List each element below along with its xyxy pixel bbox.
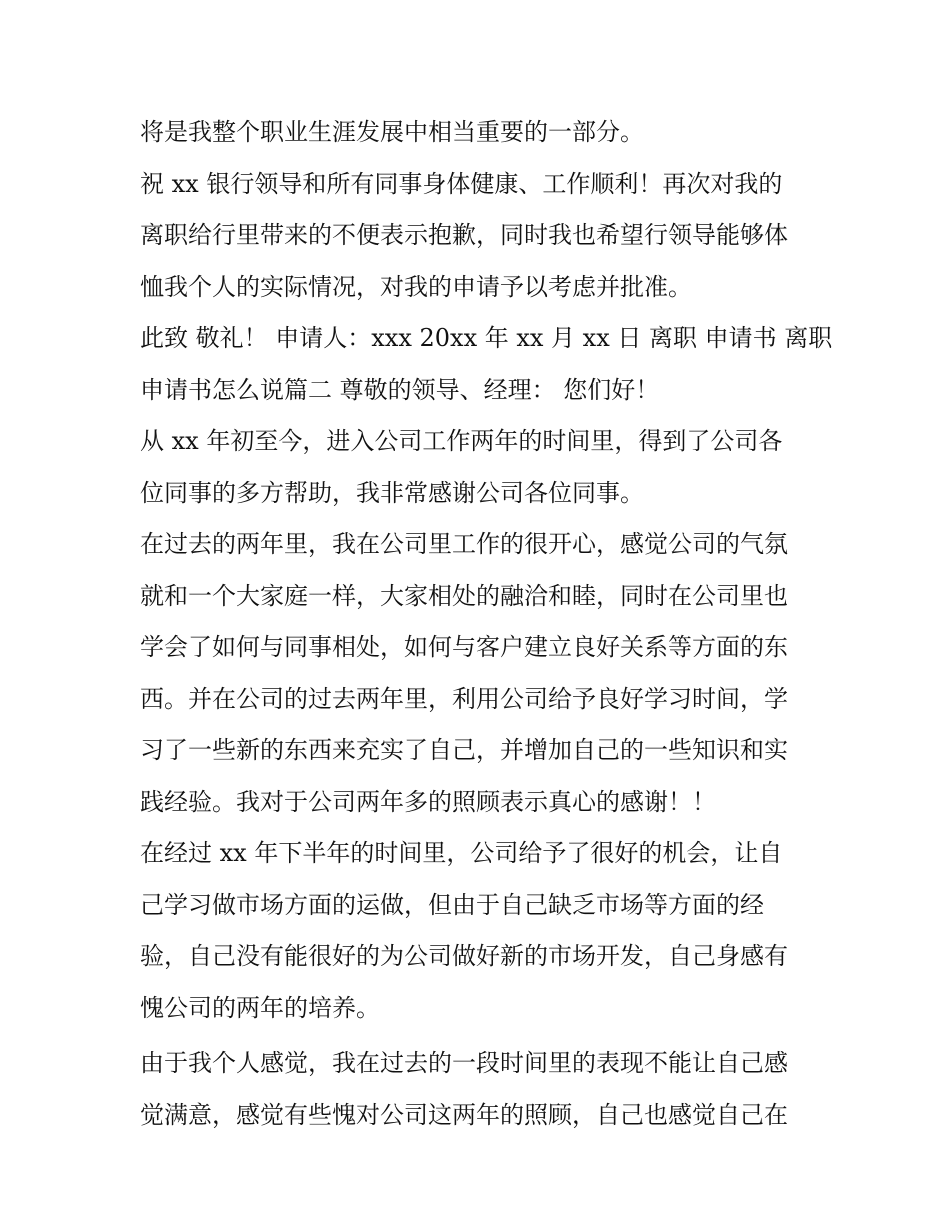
text-line: 愧公司的两年的培养。 (140, 993, 380, 1022)
text-line: 践经验。我对于公司两年多的照顾表示真心的感谢！！ (140, 787, 716, 816)
paragraph-5 (140, 519, 820, 828)
text-line: 习了一些新的东西来充实了自己，并增加自己的一些知识和实 (140, 736, 788, 764)
text-line: 西。并在公司的过去两年里，利用公司给予良好学习时间，学 (140, 684, 788, 713)
text-line: 申请书怎么说篇二 尊敬的领导、经理： 您们好！ (140, 375, 660, 404)
document-body (140, 107, 833, 1141)
paragraph-7 (140, 1038, 820, 1141)
text-line: 位同事的多方帮助，我非常感谢公司各位同事。 (140, 478, 644, 507)
text-line: 祝 xx 银行领导和所有同事身体健康、工作顺利！再次对我的 (140, 169, 783, 198)
paragraph-3 (140, 313, 833, 416)
text-line: 学会了如何与同事相处，如何与客户建立良好关系等方面的东 (140, 633, 788, 661)
paragraph-4 (140, 416, 820, 519)
text-line: 此致 敬礼！ 申请人：xxx 20xx 年 xx 月 xx 日 离职 申请书 离职 (140, 324, 833, 352)
text-line: 离职给行里带来的不便表示抱歉，同时我也希望行领导能够体 (140, 221, 788, 249)
text-line: 由于我个人感觉，我在过去的一段时间里的表现不能让自己感 (140, 1049, 788, 1077)
paragraph-1 (140, 107, 820, 159)
text-line: 觉满意，感觉有些愧对公司这两年的照顾，自己也感觉自己在 (140, 1100, 788, 1129)
paragraph-6 (140, 828, 820, 1034)
text-line: 就和一个大家庭一样，大家相处的融洽和睦，同时在公司里也 (140, 581, 788, 610)
text-line: 恤我个人的实际情况，对我的申请予以考虑并批准。 (140, 272, 692, 301)
text-line: 验，自己没有能很好的为公司做好新的市场开发，自己身感有 (140, 942, 788, 970)
paragraph-2 (140, 159, 820, 314)
text-line: 己学习做市场方面的运做，但由于自己缺乏市场等方面的经 (140, 890, 764, 919)
text-line: 在过去的两年里，我在公司里工作的很开心，感觉公司的气氛 (140, 530, 788, 558)
text-line: 将是我整个职业生涯发展中相当重要的一部分。 (140, 118, 644, 146)
text-line: 在经过 xx 年下半年的时间里，公司给予了很好的机会，让自 (140, 839, 783, 867)
text-line: 从 xx 年初至今，进入公司工作两年的时间里，得到了公司各 (140, 427, 783, 455)
